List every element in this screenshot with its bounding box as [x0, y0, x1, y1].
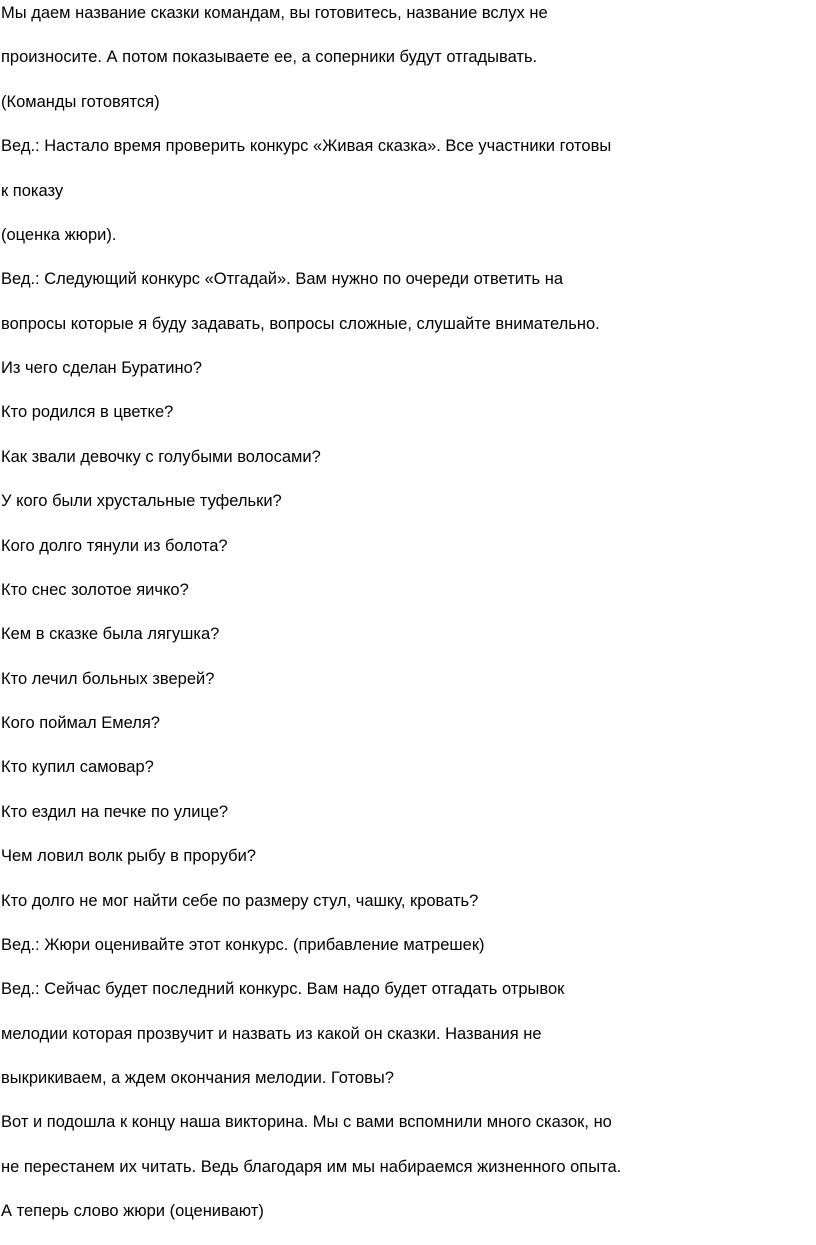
question-line: Кто лечил больных зверей? [1, 670, 215, 688]
text-line: Вед.: Настало время проверить конкурс «Живая сказка». Все участники готовы [1, 137, 612, 155]
text-line: Вед.: Жюри оценивайте этот конкурс. (прибавление матрешек) [1, 936, 485, 954]
question-line: Кто долго не мог найти себе по размеру стул, чашку, кровать? [1, 892, 479, 910]
question-line: Кто ездил на печке по улице? [1, 803, 229, 821]
text-line: мелодии которая прозвучит и назвать из какой он сказки. Названия не [1, 1025, 542, 1043]
question-line: Кто снес золотое яичко? [1, 581, 189, 599]
text-line: А теперь слово жюри (оценивают) [1, 1202, 264, 1220]
question-line: Из чего сделан Буратино? [1, 359, 202, 377]
text-line: Вед.: Следующий конкурс «Отгадай». Вам нужно по очереди ответить на [1, 270, 563, 288]
text-line: (Команды готовятся) [1, 93, 160, 111]
text-line: Вед.: Сейчас будет последний конкурс. Вам надо будет отгадать отрывок [1, 980, 565, 998]
question-line: Как звали девочку с голубыми волосами? [1, 448, 321, 466]
text-line: произносите. А потом показываете ее, а соперники будут отгадывать. [1, 48, 538, 66]
question-line: Кто родился в цветке? [1, 403, 174, 421]
text-line: выкрикиваем, а ждем окончания мелодии. Готовы? [1, 1069, 394, 1087]
question-line: Кто купил самовар? [1, 758, 154, 776]
question-line: Кого поймал Емеля? [1, 714, 160, 732]
text-line: не перестанем их читать. Ведь благодаря им мы набираемся жизненного опыта. [1, 1158, 622, 1176]
text-line: Вот и подошла к концу наша викторина. Мы с вами вспомнили много сказок, но [1, 1113, 612, 1131]
text-line: к показу [1, 182, 64, 200]
text-line: Мы даем название сказки командам, вы готовитесь, название вслух не [1, 4, 548, 22]
text-line: (оценка жюри). [1, 226, 117, 244]
question-line: Чем ловил волк рыбу в проруби? [1, 847, 256, 865]
text-line: вопросы которые я буду задавать, вопросы сложные, слушайте внимательно. [1, 315, 600, 333]
question-line: У кого были хрустальные туфельки? [1, 492, 282, 510]
question-line: Кем в сказке была лягушка? [1, 625, 220, 643]
question-line: Кого долго тянули из болота? [1, 537, 228, 555]
